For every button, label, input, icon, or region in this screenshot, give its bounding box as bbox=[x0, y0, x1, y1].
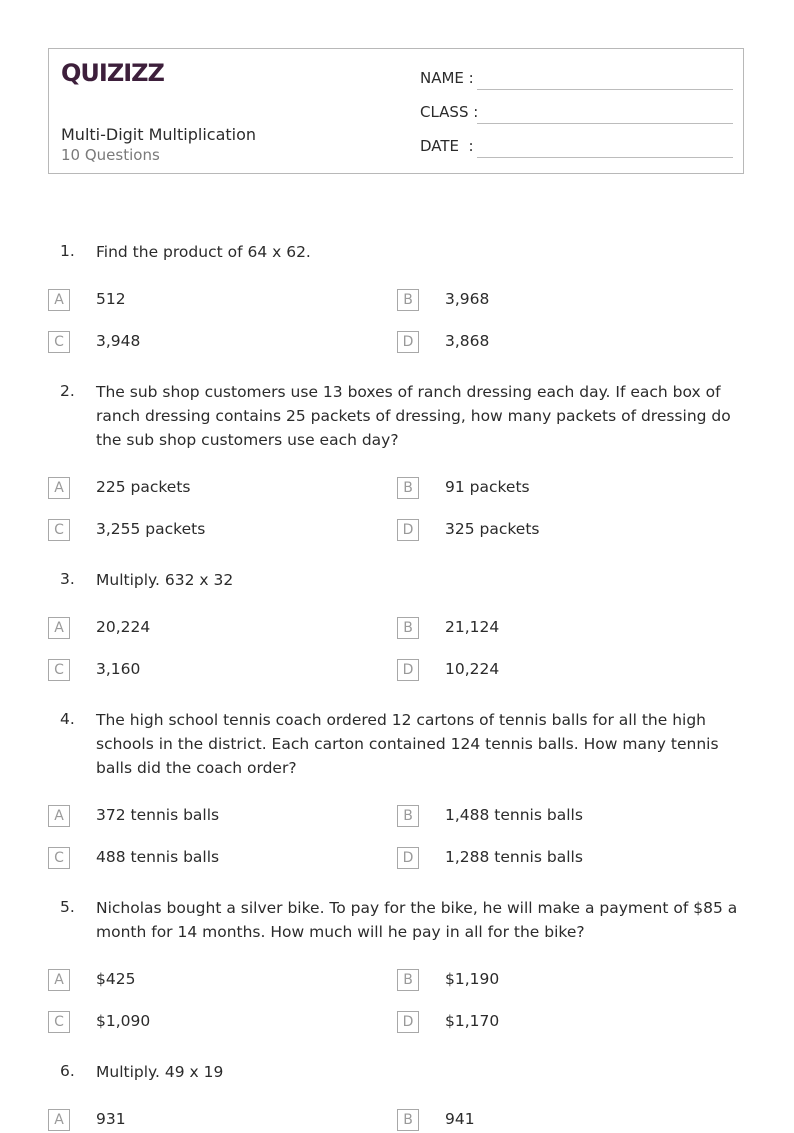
question-count: 10 Questions bbox=[61, 146, 160, 164]
name-field[interactable] bbox=[420, 69, 474, 87]
option-letter-box: B bbox=[397, 805, 419, 827]
option-letter-box: A bbox=[48, 289, 70, 311]
option-text: $1,090 bbox=[96, 1012, 151, 1030]
option-text: 91 packets bbox=[445, 478, 530, 496]
option-letter-box: B bbox=[397, 969, 419, 991]
name-label: NAME : bbox=[420, 69, 474, 87]
option-letter-box: A bbox=[48, 1109, 70, 1131]
option-text: 941 bbox=[445, 1110, 475, 1128]
question-number: 6. bbox=[60, 1062, 75, 1080]
date-label: DATE : bbox=[420, 137, 474, 155]
class-field[interactable] bbox=[420, 103, 478, 121]
question-number: 5. bbox=[60, 898, 75, 916]
option-letter-box: A bbox=[48, 805, 70, 827]
option-letter-box: D bbox=[397, 847, 419, 869]
worksheet-header bbox=[48, 48, 744, 174]
question-text: The high school tennis coach ordered 12 cartons of tennis balls for all the high schools in the district. Each carton contained 124 tennis balls. How many tennis balls did the coach order? bbox=[96, 711, 719, 777]
option-text: 21,124 bbox=[445, 618, 500, 636]
question-text: Nicholas bought a silver bike. To pay for the bike, he will make a payment of $85 a month for 14 months. How much will he pay in all for the bike? bbox=[96, 899, 738, 941]
option-letter-box: B bbox=[397, 617, 419, 639]
option-text: 488 tennis balls bbox=[96, 848, 220, 866]
option-letter-box: C bbox=[48, 1011, 70, 1033]
option-text: $425 bbox=[96, 970, 136, 988]
option-text: $1,170 bbox=[445, 1012, 500, 1030]
option-text: 1,488 tennis balls bbox=[445, 806, 583, 824]
question-number: 3. bbox=[60, 570, 75, 588]
option-text: 20,224 bbox=[96, 618, 151, 636]
quizizz-logo: QUIZIZZ bbox=[61, 59, 164, 87]
option-text: 225 packets bbox=[96, 478, 191, 496]
class-label: CLASS : bbox=[420, 103, 479, 121]
option-text: 931 bbox=[96, 1110, 126, 1128]
option-letter-box: D bbox=[397, 519, 419, 541]
question-text: The sub shop customers use 13 boxes of ranch dressing each day. If each box of ranch dressing contains 25 packets of dressing, how many packets of dressing do the sub shop customers use each day? bbox=[96, 383, 731, 449]
option-text: $1,190 bbox=[445, 970, 500, 988]
question-text: Multiply. 632 x 32 bbox=[96, 571, 234, 589]
option-letter-box: C bbox=[48, 331, 70, 353]
question-number: 4. bbox=[60, 710, 75, 728]
option-letter-box: B bbox=[397, 477, 419, 499]
option-letter-box: A bbox=[48, 969, 70, 991]
worksheet-title: Multi-Digit Multiplication bbox=[61, 125, 257, 144]
option-letter-box: C bbox=[48, 519, 70, 541]
option-text: 10,224 bbox=[445, 660, 500, 678]
option-text: 372 tennis balls bbox=[96, 806, 220, 824]
option-text: 3,255 packets bbox=[96, 520, 206, 538]
option-text: 3,868 bbox=[445, 332, 490, 350]
question-number: 2. bbox=[60, 382, 75, 400]
option-letter-box: D bbox=[397, 331, 419, 353]
option-text: 3,968 bbox=[445, 290, 490, 308]
class-line bbox=[477, 123, 733, 124]
date-line bbox=[477, 157, 733, 158]
date-field[interactable] bbox=[420, 137, 474, 155]
option-letter-box: B bbox=[397, 289, 419, 311]
option-letter-box: A bbox=[48, 477, 70, 499]
option-letter-box: A bbox=[48, 617, 70, 639]
question-text: Multiply. 49 x 19 bbox=[96, 1063, 224, 1081]
option-text: 512 bbox=[96, 290, 126, 308]
question-text: Find the product of 64 x 62. bbox=[96, 243, 311, 261]
option-text: 1,288 tennis balls bbox=[445, 848, 583, 866]
option-text: 3,948 bbox=[96, 332, 141, 350]
option-letter-box: B bbox=[397, 1109, 419, 1131]
option-letter-box: D bbox=[397, 1011, 419, 1033]
name-line bbox=[477, 89, 733, 90]
option-text: 3,160 bbox=[96, 660, 141, 678]
option-letter-box: C bbox=[48, 659, 70, 681]
option-text: 325 packets bbox=[445, 520, 540, 538]
question-number: 1. bbox=[60, 242, 75, 260]
option-letter-box: C bbox=[48, 847, 70, 869]
option-letter-box: D bbox=[397, 659, 419, 681]
